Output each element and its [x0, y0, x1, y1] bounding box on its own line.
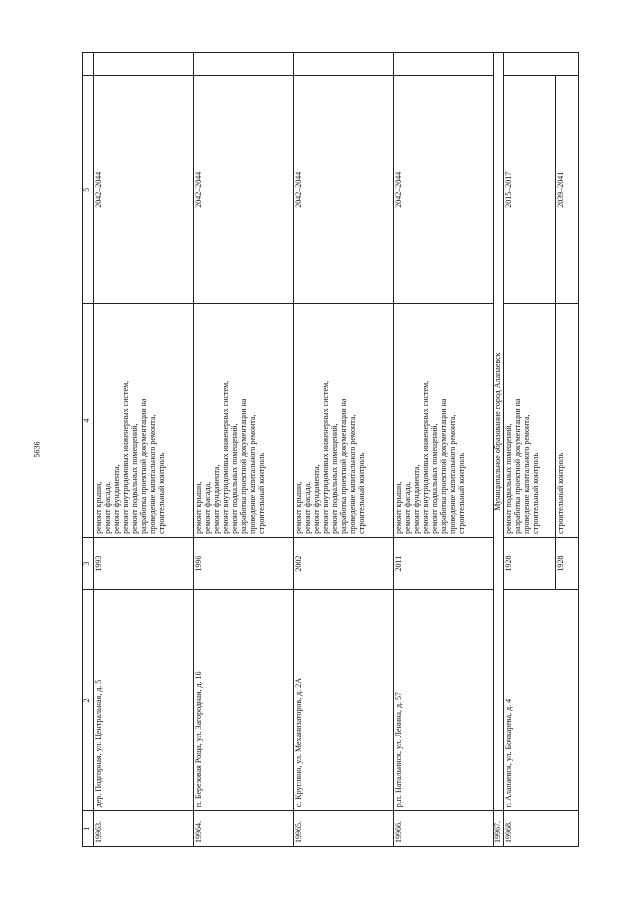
- work-item: строительный контроль: [256, 452, 266, 534]
- municipality-title: Муниципальное образование город Алапаевск: [494, 53, 504, 811]
- row-number: 19966.: [394, 811, 494, 847]
- year-cell: 2011: [394, 537, 494, 590]
- row-number: 19968.: [504, 811, 579, 847]
- work-item: ремонт фасада,: [302, 481, 312, 534]
- table-row: [94, 53, 194, 847]
- header-col-4: 4: [83, 304, 94, 537]
- work-item: проведение капитального ремонта,: [347, 414, 357, 534]
- works-cell: [294, 304, 394, 537]
- work-item: разработка проектной документации на: [338, 398, 348, 534]
- work-item: строительный контроль: [356, 452, 366, 534]
- works-cell: [556, 304, 579, 537]
- work-item: ремонт подвальных помещений,: [329, 423, 339, 534]
- table-row: [394, 53, 494, 847]
- empty-cell: [294, 53, 394, 76]
- header-col-5: 5: [83, 76, 94, 304]
- work-item: ремонт подвальных помещений,: [504, 423, 513, 534]
- header-col-6: [83, 53, 94, 76]
- work-item: ремонт фасада,: [402, 481, 412, 534]
- work-item: разработка проектной документации на: [138, 398, 148, 534]
- period-cell: 2042–2044: [294, 76, 394, 304]
- work-item: проведение капитального ремонта,: [147, 414, 157, 534]
- year-cell: 1993: [94, 537, 194, 590]
- work-item: ремонт фундамента,: [211, 464, 221, 534]
- work-item: разработка проектной документации на: [512, 398, 522, 534]
- work-item: ремонт крыши,: [294, 481, 303, 534]
- work-item: проведение капитального ремонта,: [521, 414, 531, 534]
- works-cell: [504, 304, 556, 537]
- work-item: проведение капитального ремонта,: [247, 414, 257, 534]
- period-cell: 2042–2044: [394, 76, 494, 304]
- row-number: 19965.: [294, 811, 394, 847]
- work-item: ремонт фундамента,: [411, 464, 421, 534]
- work-item: ремонт подвальных помещений,: [129, 423, 139, 534]
- empty-cell: [194, 53, 294, 76]
- work-item: проведение капитального ремонта,: [447, 414, 457, 534]
- work-item: ремонт подвальных помещений,: [229, 423, 239, 534]
- capital-repair-table: [82, 52, 579, 847]
- page-number: 5636: [32, 441, 42, 458]
- work-item: ремонт крыши,: [94, 481, 103, 534]
- work-item: ремонт крыши,: [194, 481, 203, 534]
- period-cell: 2042–2044: [94, 76, 194, 304]
- period-cell: 2015–2017: [504, 76, 556, 304]
- work-item: строительный контроль: [456, 452, 466, 534]
- work-item: строительный контроль: [556, 452, 565, 534]
- work-item: ремонт внутридомовых инженерных систем,: [220, 380, 230, 534]
- period-cell: 2042–2044: [194, 76, 294, 304]
- address-cell: р.п. Натальинск, ул. Ленина, д. 57: [394, 590, 494, 811]
- work-item: ремонт внутридомовых инженерных систем,: [420, 380, 430, 534]
- address-cell: с. Кругляно, ул. Механизаторов, д. 2А: [294, 590, 394, 811]
- address-cell: дер. Подгорная, ул. Центральная, д. 5: [94, 590, 194, 811]
- work-item: строительный контроль: [530, 452, 540, 534]
- work-item: ремонт крыши,: [394, 481, 403, 534]
- work-item: ремонт фасада,: [202, 481, 212, 534]
- works-cell: [394, 304, 494, 537]
- header-col-3: 3: [83, 537, 94, 590]
- work-item: ремонт фундамента,: [111, 464, 121, 534]
- year-cell: 1928: [504, 537, 556, 590]
- row-number: 19963.: [94, 811, 194, 847]
- work-item: разработка проектной документации на: [438, 398, 448, 534]
- work-item: ремонт внутридомовых инженерных систем,: [120, 380, 130, 534]
- work-item: ремонт подвальных помещений,: [429, 423, 439, 534]
- header-row: [83, 53, 94, 847]
- address-cell: г. Алапаевск, ул. Бочкарева, д. 4: [504, 590, 579, 811]
- table-row: [504, 53, 556, 847]
- empty-cell: [94, 53, 194, 76]
- year-cell: 1996: [194, 537, 294, 590]
- table-row: [194, 53, 294, 847]
- table-row: [294, 53, 394, 847]
- header-col-2: 2: [83, 590, 94, 811]
- work-item: ремонт фасада,: [102, 481, 112, 534]
- period-cell: 2039–2041: [556, 76, 579, 304]
- work-item: разработка проектной документации на: [238, 398, 248, 534]
- municipality-row: [494, 53, 504, 847]
- work-item: ремонт фундамента,: [311, 464, 321, 534]
- table-wrapper: [82, 52, 579, 847]
- empty-cell: [504, 53, 579, 76]
- works-cell: [94, 304, 194, 537]
- works-cell: [194, 304, 294, 537]
- row-number: 19967.: [494, 811, 504, 847]
- address-cell: п. Березовая Роща, ул. Загородная, д. 16: [194, 590, 294, 811]
- year-cell: 2002: [294, 537, 394, 590]
- year-cell: 1928: [556, 537, 579, 590]
- work-item: строительный контроль: [156, 452, 166, 534]
- row-number: 19964.: [194, 811, 294, 847]
- work-item: ремонт внутридомовых инженерных систем,: [320, 380, 330, 534]
- empty-cell: [394, 53, 494, 76]
- header-col-1: 1: [83, 811, 94, 847]
